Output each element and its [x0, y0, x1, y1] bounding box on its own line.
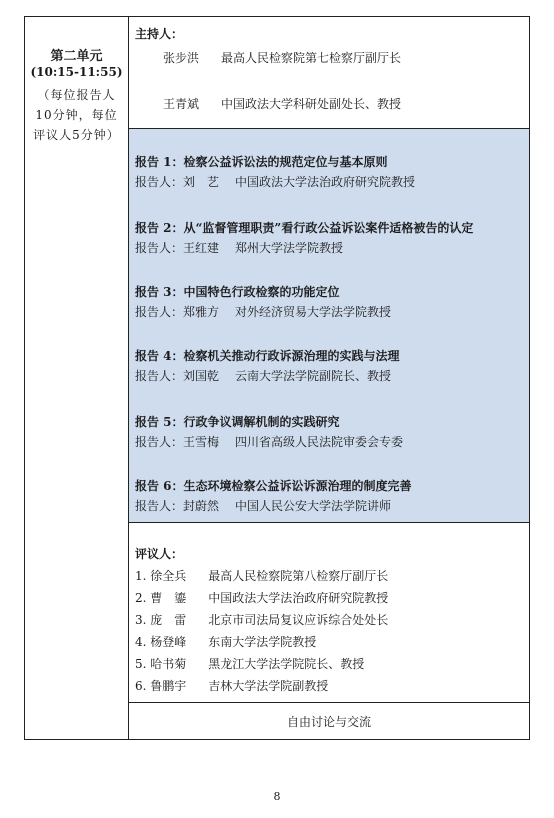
report-presenter [135, 497, 391, 514]
reviewer-num: 4. [135, 635, 147, 649]
report-title: 报告 5：行政争议调解机制的实践研究 [135, 415, 340, 429]
reports-cell [129, 129, 529, 523]
presenter-name: 刘 艺 [183, 175, 220, 189]
reviewer-name: 徐全兵 [150, 569, 187, 583]
report-presenter [135, 303, 391, 320]
reviewer-title: 北京市司法局复议应诉综合处处长 [208, 613, 389, 627]
presenter-label: 报告人： [135, 305, 184, 319]
host-name: 张步洪 [163, 51, 200, 65]
reviewer-name: 鲁鹏宇 [150, 679, 187, 693]
host-row [163, 49, 401, 66]
presenter-affiliation: 对外经济贸易大学法学院教授 [235, 305, 392, 319]
discussion-cell [129, 703, 529, 741]
host-row [163, 95, 401, 112]
report-presenter [135, 367, 391, 384]
presenter-name: 王红建 [183, 241, 220, 255]
report-title: 报告 3：中国特色行政检察的功能定位 [135, 285, 340, 299]
hosts-label: 主持人： [135, 27, 184, 41]
session-cell [25, 17, 129, 739]
report-title: 报告 4：检察机关推动行政诉源治理的实践与法理 [135, 349, 400, 363]
schedule-table [24, 16, 530, 740]
reviewers-label: 评议人： [135, 547, 184, 561]
presenter-affiliation: 中国政法大学法治政府研究院教授 [235, 175, 416, 189]
reviewer-row [135, 567, 388, 584]
agenda-column [129, 17, 529, 739]
session-name: 第二单元 [50, 49, 103, 64]
report-title: 报告 6：生态环境检察公益诉讼诉源治理的制度完善 [135, 479, 412, 493]
report-presenter [135, 239, 343, 256]
reviewer-num: 5. [135, 657, 147, 671]
presenter-label: 报告人： [135, 175, 184, 189]
presenter-affiliation: 四川省高级人民法院审委会专委 [235, 435, 404, 449]
presenter-affiliation: 中国人民公安大学法学院讲师 [235, 499, 392, 513]
reviewer-num: 2. [135, 591, 147, 605]
reviewer-title: 东南大学法学院教授 [208, 635, 317, 649]
reviewer-name: 曹 鎏 [150, 591, 187, 605]
reviewer-row [135, 611, 388, 628]
presenter-label: 报告人： [135, 499, 184, 513]
reviewer-row [135, 589, 388, 606]
reviewer-row [135, 677, 328, 694]
presenter-label: 报告人： [135, 241, 184, 255]
presenter-affiliation: 郑州大学法学院教授 [235, 241, 344, 255]
reviewer-name: 杨登峰 [150, 635, 187, 649]
report-presenter [135, 173, 415, 190]
discussion-text: 自由讨论与交流 [286, 715, 371, 729]
reviewer-name: 庞 雷 [150, 613, 187, 627]
reviewer-row [135, 655, 364, 672]
reviewer-row [135, 633, 316, 650]
reviewer-title: 黑龙江大学法学院院长、教授 [208, 657, 365, 671]
reviewers-cell [129, 523, 529, 703]
reviewer-title: 中国政法大学法治政府研究院教授 [208, 591, 389, 605]
presenter-label: 报告人： [135, 435, 184, 449]
presenter-label: 报告人： [135, 369, 184, 383]
presenter-affiliation: 云南大学法学院副院长、教授 [235, 369, 392, 383]
reviewer-num: 3. [135, 613, 147, 627]
reviewer-num: 1. [135, 569, 147, 583]
reviewer-title: 最高人民检察院第八检察厅副厅长 [208, 569, 389, 583]
reviewer-name: 哈书菊 [150, 657, 187, 671]
presenter-name: 郑雅方 [183, 305, 220, 319]
report-title: 报告 1：检察公益诉讼法的规范定位与基本原则 [135, 155, 388, 169]
host-name: 王青斌 [163, 97, 200, 111]
session-time: (10:15-11:55) [30, 65, 123, 79]
host-title: 中国政法大学科研处副处长、教授 [221, 97, 402, 111]
host-title: 最高人民检察院第七检察厅副厅长 [221, 51, 402, 65]
reviewer-num: 6. [135, 679, 147, 693]
report-title: 报告 2：从“监督管理职责”看行政公益诉讼案件适格被告的认定 [135, 221, 474, 235]
page-number: 8 [273, 790, 281, 803]
session-note: （每位报告人10分钟，每位评议人5分钟） [33, 88, 120, 142]
hosts-cell [129, 17, 529, 129]
presenter-name: 王雪梅 [183, 435, 220, 449]
reviewer-title: 吉林大学法学院副教授 [208, 679, 329, 693]
presenter-name: 刘国乾 [183, 369, 220, 383]
presenter-name: 封蔚然 [183, 499, 220, 513]
report-presenter [135, 433, 403, 450]
